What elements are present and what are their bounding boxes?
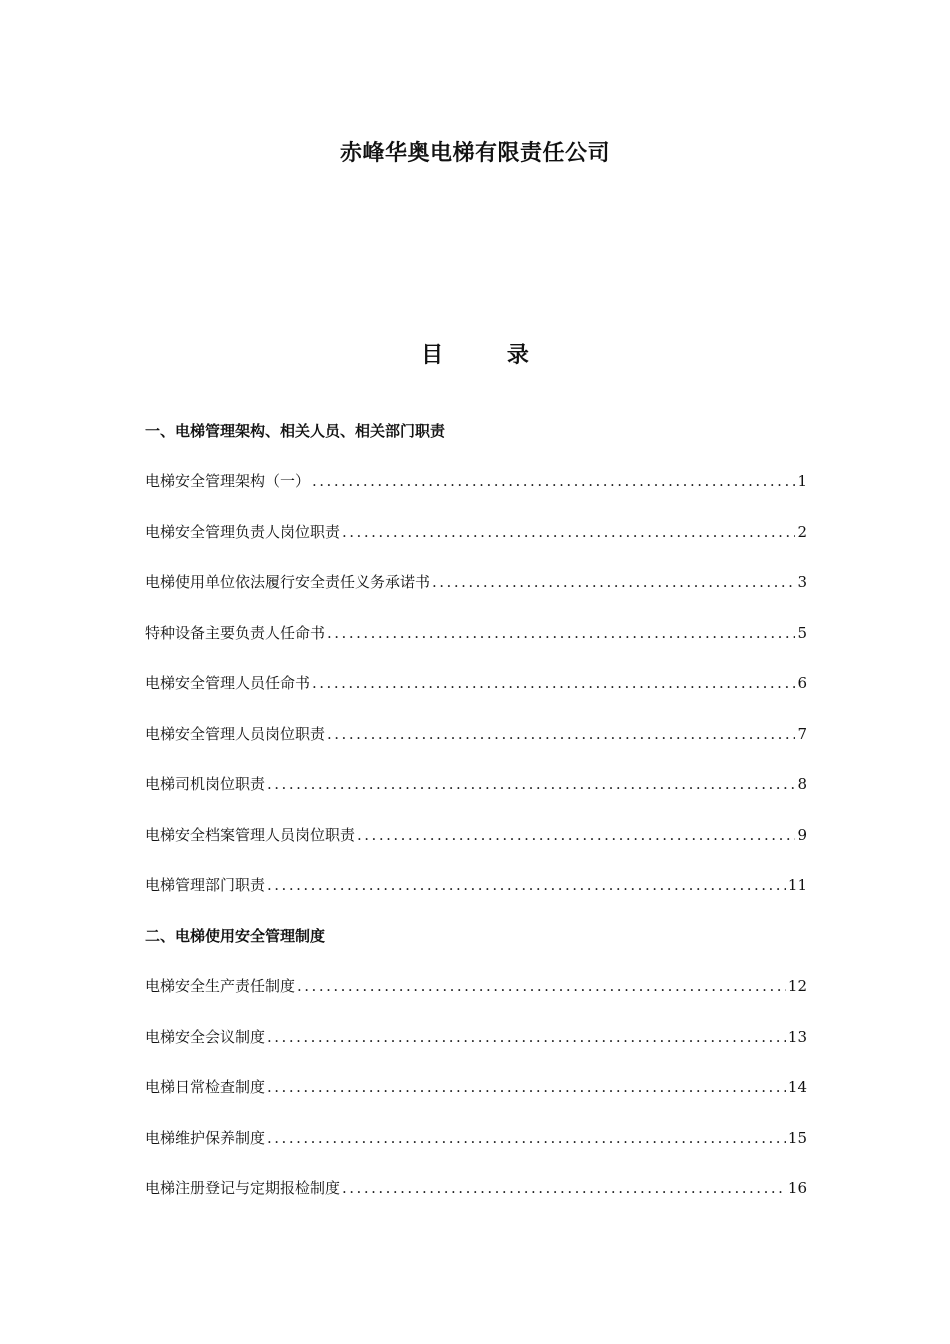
toc-entry-page: 6 (797, 674, 807, 693)
toc-leader-dots (357, 826, 795, 844)
toc-entry-label: 电梯使用单位依法履行安全责任义务承诺书 (145, 573, 431, 592)
toc-entry-page: 2 (797, 522, 807, 541)
toc-entry-page: 9 (797, 825, 807, 844)
toc-leader-dots (267, 876, 786, 894)
toc-entry-label: 电梯安全管理人员任命书 (145, 674, 311, 693)
toc-entry-page: 8 (797, 775, 807, 794)
toc-title: 目 录 (421, 343, 557, 368)
toc-entry-page: 16 (787, 1179, 807, 1198)
toc-entry-page: 5 (797, 623, 807, 642)
toc-leader-dots (342, 523, 795, 541)
toc-entry-label: 电梯安全管理架构（一） (145, 472, 311, 491)
toc-entry[interactable] (145, 1011, 807, 1062)
toc-entry-label: 电梯维护保养制度 (145, 1128, 266, 1147)
toc-entry-label: 电梯安全档案管理人员岗位职责 (145, 825, 356, 844)
toc-entry-page: 11 (787, 876, 807, 895)
toc-entry-label: 特种设备主要负责人任命书 (145, 623, 326, 642)
toc-entry-page: 3 (797, 573, 807, 592)
toc-leader-dots (432, 573, 795, 591)
toc-entry-page: 13 (787, 1027, 807, 1046)
toc-entry[interactable] (145, 708, 807, 759)
toc-entry[interactable] (145, 658, 807, 709)
toc-entry[interactable] (145, 1112, 807, 1163)
toc-entry[interactable] (145, 961, 807, 1012)
toc-entry-label: 电梯司机岗位职责 (145, 775, 266, 794)
toc-section-heading: 二、电梯使用安全管理制度 (145, 926, 326, 945)
toc-leader-dots (327, 624, 795, 642)
toc-leader-dots (297, 977, 786, 995)
toc-leader-dots (312, 674, 795, 692)
toc-entry[interactable] (145, 607, 807, 658)
toc-entry[interactable] (145, 809, 807, 860)
toc-entry-label: 电梯安全管理负责人岗位职责 (145, 522, 341, 541)
toc-leader-dots (342, 1179, 786, 1197)
toc-entry-page: 12 (787, 977, 807, 996)
toc-entry[interactable] (145, 1163, 807, 1214)
toc-leader-dots (312, 472, 795, 490)
toc-entry-page: 14 (787, 1078, 807, 1097)
toc-entry-label: 电梯安全管理人员岗位职责 (145, 724, 326, 743)
toc-entry[interactable] (145, 557, 807, 608)
toc-entry[interactable] (145, 759, 807, 810)
toc-entry[interactable] (145, 506, 807, 557)
toc-leader-dots (327, 725, 795, 743)
toc-entry-label: 电梯安全会议制度 (145, 1027, 266, 1046)
toc-entry[interactable] (145, 1062, 807, 1113)
toc-entry-page: 1 (797, 472, 807, 491)
toc-entry-page: 15 (787, 1128, 807, 1147)
table-of-contents (145, 405, 807, 1213)
toc-entry-page: 7 (797, 724, 807, 743)
toc-entry-label: 电梯日常检查制度 (145, 1078, 266, 1097)
company-title: 赤峰华奥电梯有限责任公司 (339, 141, 610, 166)
toc-entry-label: 电梯管理部门职责 (145, 876, 266, 895)
toc-entry-label: 电梯安全生产责任制度 (145, 977, 296, 996)
toc-section-heading: 一、电梯管理架构、相关人员、相关部门职责 (145, 421, 446, 440)
toc-leader-dots (267, 1028, 786, 1046)
toc-entry-label: 电梯注册登记与定期报检制度 (145, 1179, 341, 1198)
toc-entry[interactable] (145, 860, 807, 911)
toc-entry[interactable] (145, 456, 807, 507)
toc-leader-dots (267, 1129, 786, 1147)
toc-leader-dots (267, 1078, 786, 1096)
toc-leader-dots (267, 775, 795, 793)
